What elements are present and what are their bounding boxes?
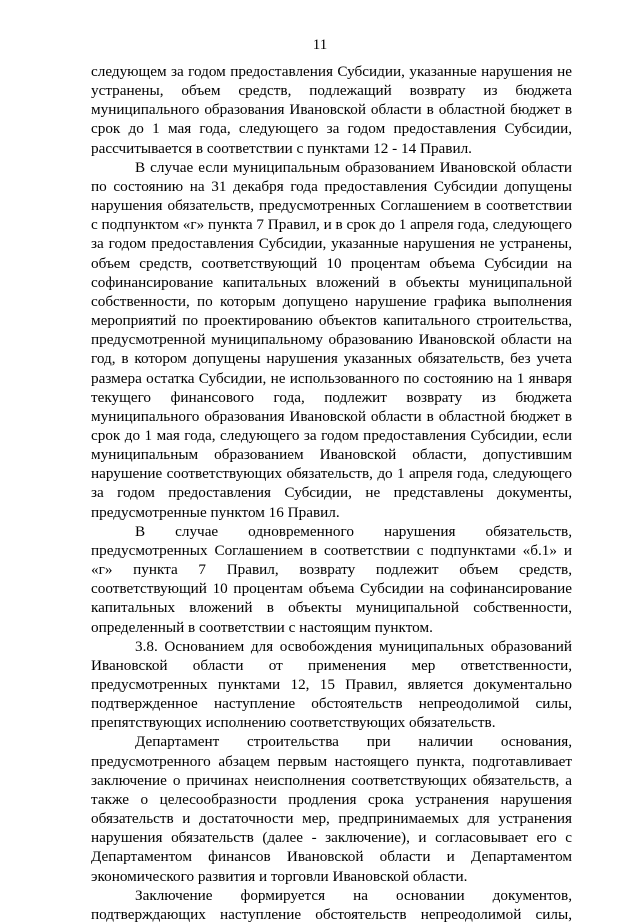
paragraph-line: муниципальным образованием Ивановской области, допустившим [91, 446, 572, 464]
paragraph-line: «г» пункта 7 Правил, возврату подлежит объем средств, [91, 561, 572, 579]
page-number: 11 [312, 37, 328, 53]
paragraph [91, 732, 572, 885]
paragraph-line: определенный в соответствии с настоящим пунктом. [91, 618, 433, 636]
paragraph-line: собственности, по которым допущено нарушение графика выполнения [91, 292, 572, 310]
paragraph-line: Ивановской области от применения мер ответственности, [91, 656, 572, 674]
paragraph-line: препятствующих исполнению соответствующих обязательств. [91, 714, 496, 732]
paragraph-line: срок до 1 мая года, следующего за годом предоставления Субсидии, [91, 120, 572, 138]
paragraph-line: заключение о причинах неисполнения соответствующих обязательств, а [91, 771, 572, 789]
paragraph-line: предусмотренных пунктами 12, 15 Правил, является документально [91, 676, 572, 693]
paragraph [91, 158, 572, 522]
paragraph-line: нарушения обязательств (далее - заключение), и согласовывает его с [91, 829, 572, 847]
paragraph-line: нарушение соответствующих обязательств, до 1 апреля года, следующего [91, 465, 572, 483]
paragraph-line: за годом предоставления Субсидии, указанные нарушения не устранены, [91, 235, 572, 253]
paragraph-line: капитальных вложений в объекты муниципальной собственности, [91, 599, 572, 617]
paragraph-line: предусмотренного абзацем первым настоящего пункта, подготавливает [91, 752, 572, 770]
paragraph-line: предусмотренной муниципальному образованию Ивановской области на [91, 331, 572, 349]
paragraph-line: текущего финансового года, подлежит возврату из бюджета [91, 388, 572, 406]
document-body [91, 62, 572, 924]
paragraph-line: по состоянию на 31 декабря года предоставления Субсидии допущены [91, 177, 572, 195]
paragraph-line: Департаментом финансов Ивановской области и Департаментом [91, 848, 572, 866]
paragraph-line: устранены, объем средств, подлежащий возврату из бюджета [91, 82, 572, 100]
paragraph-line: В случае если муниципальным образованием Ивановской области [135, 158, 572, 176]
paragraph-line: соответствующий 10 процентам объема Субсидии на софинансирование [91, 580, 572, 598]
paragraph-line: предусмотренных Соглашением в соответствии с подпунктами «б.1» и [91, 541, 572, 559]
paragraph-line: с подпунктом «г» пункта 7 Правил, и в срок до 1 апреля года, следующего [91, 216, 572, 234]
paragraph-line: рассчитывается в соответствии с пунктами 12 - 14 Правил. [91, 139, 472, 157]
paragraph-line: Заключение формируется на основании документов, [135, 886, 572, 904]
paragraph-line: мероприятий по проектированию объектов капитального строительства, [91, 312, 572, 330]
paragraph-line: год, в котором допущены нарушения указанных обязательств, без учета [91, 350, 572, 368]
paragraph [91, 62, 572, 158]
paragraph-line: размера остатка Субсидии, не использованного по состоянию на 1 января [91, 369, 572, 387]
paragraph-line: нарушения обязательств, предусмотренных Соглашением в соответствии [91, 197, 572, 215]
paragraph-line: предусмотренные пунктом 16 Правил. [91, 503, 340, 521]
paragraph-line: муниципального образования Ивановской области в областной бюджет в [91, 407, 572, 425]
paragraph-line: подтверждающих наступление обстоятельств непреодолимой силы, [91, 905, 572, 923]
paragraph-line: срок до 1 мая года, следующего за годом предоставления Субсидии, если [91, 426, 572, 444]
paragraph-line: муниципального образования Ивановской области в областной бюджет в [91, 101, 572, 119]
paragraph-line: следующем за годом предоставления Субсидии, указанные нарушения не [91, 63, 572, 80]
paragraph-line: Департамент строительства при наличии основания, [135, 733, 572, 751]
paragraph-line: также о целесообразности продления срока устранения нарушения [91, 790, 572, 808]
paragraph-line: экономического развития и торговли Ивановской области. [91, 867, 468, 885]
paragraph [91, 637, 572, 733]
paragraph-line: за годом предоставления Субсидии, не представлены документы, [91, 484, 572, 502]
paragraph-line: 3.8. Основанием для освобождения муниципальных образований [135, 637, 572, 655]
paragraph-line: обязательств и достаточности мер, предпринимаемых для устранения [91, 810, 572, 828]
paragraph [91, 522, 572, 637]
paragraph-line: подтвержденное наступление обстоятельств непреодолимой силы, [91, 695, 572, 713]
paragraph-line: объем средств, соответствующий 10 процентам объема Субсидии на [91, 254, 572, 272]
paragraph-line: софинансирование капитальных вложений в объекты муниципальной [91, 273, 572, 291]
paragraph-line: В случае одновременного нарушения обязательств, [135, 522, 572, 540]
